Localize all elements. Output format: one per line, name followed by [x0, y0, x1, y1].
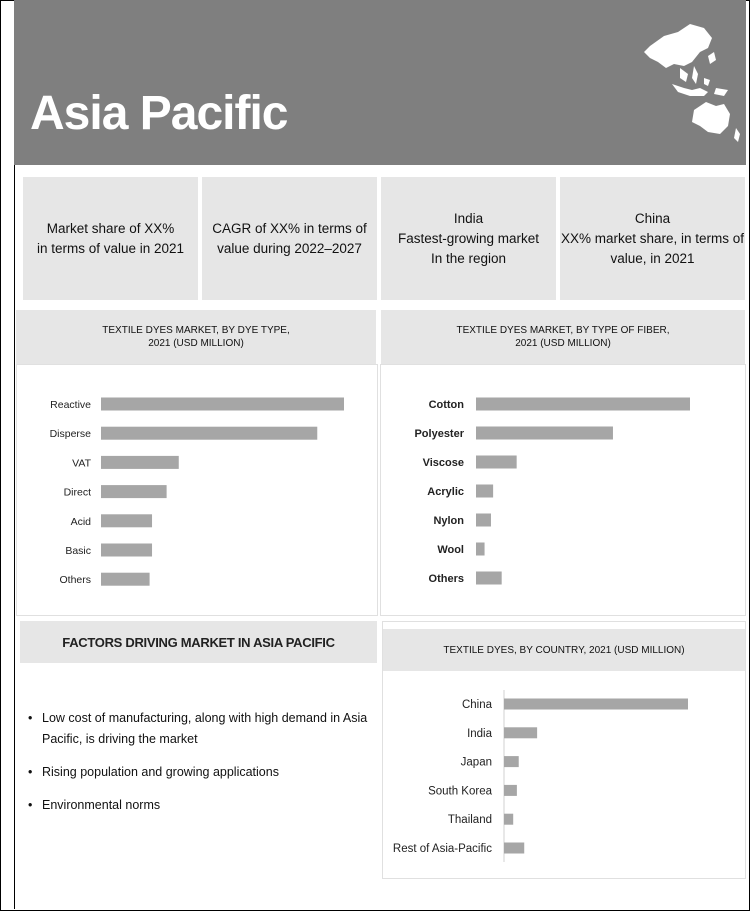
stat-line: China — [634, 210, 671, 226]
category-label: Cotton — [428, 399, 464, 411]
chart-title-line: 2021 (USD MILLION) — [148, 338, 244, 349]
category-label: Viscose — [422, 457, 464, 469]
bar — [476, 485, 493, 498]
bar — [476, 543, 485, 556]
category-label: Acrylic — [427, 486, 464, 498]
bar — [101, 398, 344, 411]
category-label: Nylon — [433, 515, 464, 527]
left-divider — [14, 165, 15, 909]
bar — [101, 427, 317, 440]
stat-line: Fastest-growing market — [397, 230, 540, 246]
chart-title-line: 2021 (USD MILLION) — [515, 338, 611, 349]
chart-title-line: TEXTILE DYES MARKET, BY TYPE OF FIBER, — [456, 325, 670, 336]
bar — [101, 456, 179, 469]
stat-cagr — [202, 177, 377, 300]
bar — [504, 756, 519, 767]
dye-type-chart — [16, 364, 378, 616]
bar — [504, 814, 513, 825]
stat-line: Market share of XX% — [46, 220, 175, 236]
factor-item: • Low cost of manufacturing, along with high demand in Asia Pacific, is driving the market — [28, 708, 368, 750]
bar — [476, 514, 491, 527]
category-label: Japan — [460, 756, 492, 769]
bar — [504, 699, 688, 710]
stat-line: value during 2022–2027 — [217, 240, 362, 256]
bar — [101, 544, 152, 557]
region-header — [14, 0, 746, 165]
stat-fastest-growing — [381, 177, 556, 300]
bar — [504, 727, 537, 738]
category-label: South Korea — [428, 785, 492, 798]
category-label: India — [467, 727, 492, 740]
category-label: Others — [428, 573, 464, 585]
factor-item: • Rising population and growing applications — [28, 762, 368, 783]
category-label: Polyester — [414, 428, 464, 440]
category-label: Thailand — [447, 814, 492, 827]
category-label: VAT — [72, 457, 91, 470]
category-label: Direct — [63, 486, 91, 499]
bar — [476, 398, 690, 411]
category-label: China — [461, 699, 492, 711]
dye-type-chart-title — [16, 310, 376, 364]
stat-market-share — [23, 177, 198, 300]
stat-line: value, in 2021 — [610, 250, 695, 266]
bar — [101, 485, 167, 498]
factors-list — [28, 708, 368, 828]
bar — [504, 843, 524, 854]
chart-title-line: TEXTILE DYES MARKET, BY DYE TYPE, — [102, 325, 290, 336]
stat-line: In the region — [430, 250, 507, 266]
category-label: Rest of Asia-Pacific — [392, 843, 492, 855]
bar — [476, 427, 613, 440]
stat-china-share — [560, 177, 745, 300]
stat-line: XX% market share, in terms of — [560, 230, 745, 246]
stat-line: CAGR of XX% in terms of — [212, 220, 367, 236]
bar — [101, 573, 150, 586]
category-label: Wool — [437, 544, 464, 556]
fiber-chart — [380, 364, 746, 616]
fiber-chart-title — [381, 310, 745, 364]
chart-title-line: TEXTILE DYES, BY COUNTRY, 2021 (USD MILLION) — [443, 644, 685, 656]
country-chart — [382, 671, 746, 879]
bar — [476, 456, 517, 469]
bar — [101, 514, 152, 527]
category-label: Reactive — [50, 399, 91, 411]
asia-pacific-map-icon — [620, 18, 750, 148]
factors-title: FACTORS DRIVING MARKET IN ASIA PACIFIC — [20, 621, 377, 663]
stat-line: in terms of value in 2021 — [36, 240, 185, 256]
stat-line: India — [453, 210, 484, 226]
category-label: Disperse — [49, 428, 91, 441]
category-label: Acid — [70, 515, 91, 528]
bar — [504, 785, 517, 796]
bar — [476, 572, 502, 585]
country-chart-title — [383, 629, 745, 671]
category-label: Basic — [65, 545, 91, 557]
category-label: Others — [59, 574, 91, 587]
factor-item: • Environmental norms — [28, 795, 368, 816]
region-title: Asia Pacific — [30, 87, 288, 140]
